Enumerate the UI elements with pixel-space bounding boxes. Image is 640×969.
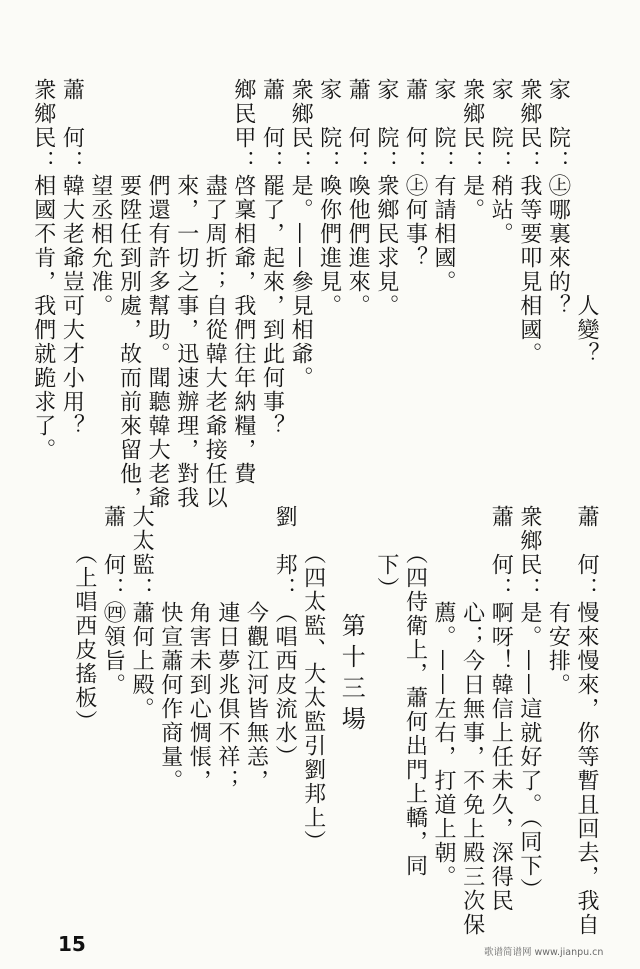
text-column: 們還有許多幫助。聞聽韓大老爺: [145, 78, 171, 510]
text-column: 蕭 何：韓大老爺豈可大才小用？: [59, 78, 85, 438]
text-column: 家 院：喚你們進見。: [316, 78, 342, 318]
text-column: 快宣蕭何作商量。: [157, 505, 183, 793]
text-column: 下）: [373, 505, 399, 601]
text-column: 有安排。: [545, 505, 571, 697]
watermark: 歌谱简谱网 www.jianpu.cn: [484, 947, 604, 958]
bottom-text-columns: [40, 505, 600, 937]
scene-title: 第十三場: [337, 613, 366, 737]
text-column: 要陞任到別處，故而前來留他，: [116, 78, 142, 510]
text-column: 衆鄉民：是。——這就好了。（同下）: [516, 505, 542, 902]
text-column: 望丞相允准。: [87, 78, 113, 318]
text-column: （上唱西皮搖板）: [71, 505, 97, 734]
text-column: 角害未到心惆悵，: [186, 505, 212, 793]
text-column: （四侍衛上，蕭何出門上轎，同: [402, 505, 428, 878]
text-column: 衆鄉民：是。——參見相爺。: [288, 78, 314, 390]
text-column: 來，一切之事，迅速辦理，對我: [173, 78, 199, 510]
text-column: 連日夢兆俱不祥；: [214, 505, 240, 793]
text-column: 鄉民甲：啓稟相爺，我們往年納糧，費: [230, 78, 256, 486]
text-column: 衆鄉民：是。: [459, 78, 485, 222]
text-column: 蕭 何：啊呀！韓信上任未久，深得民: [488, 505, 514, 913]
text-column: 心；今日無事，不免上殿三次保: [459, 505, 485, 937]
bottom-text-block: [40, 505, 600, 937]
text-column: 大太監：蕭何上殿。: [129, 505, 155, 721]
text-column: 家 院：有請相國。: [431, 78, 457, 294]
text-column: （四太監、大太監引劉邦上）: [300, 505, 326, 854]
text-column: 蕭 何：㊃領旨。: [100, 505, 126, 697]
text-column: 蕭 何：罷了，起來，到此何事？: [259, 78, 285, 438]
text-column: 家 院：稍站。: [488, 78, 514, 246]
text-column: 劉 邦：（唱西皮流水）: [272, 505, 298, 769]
text-column: 衆鄉民：我等要叩見相國。: [516, 78, 542, 366]
text-column: 人變？: [574, 78, 599, 366]
text-column: 蕭 何：㊤何事？: [402, 78, 428, 270]
text-column: 今觀江河皆無恙，: [243, 505, 269, 793]
text-column: 蕭 何：慢來慢來，你等暫且回去，我自: [574, 505, 599, 937]
page-number: 15: [58, 932, 86, 956]
text-column: 蕭 何：喚他們進來。: [345, 78, 371, 318]
text-column: 家 院：㊤哪裏來的？: [545, 78, 571, 318]
top-text-block: [30, 78, 600, 510]
text-column: 家 院：衆鄉民求見。: [373, 78, 399, 318]
text-column: 盡了周折；自從韓大老爺接任以: [202, 78, 228, 510]
top-text-columns: [30, 78, 600, 510]
text-column: 薦。——左右，打道上朝。: [431, 505, 457, 889]
text-column: 衆鄉民：相國不肯，我們就跪求了。: [30, 78, 56, 462]
